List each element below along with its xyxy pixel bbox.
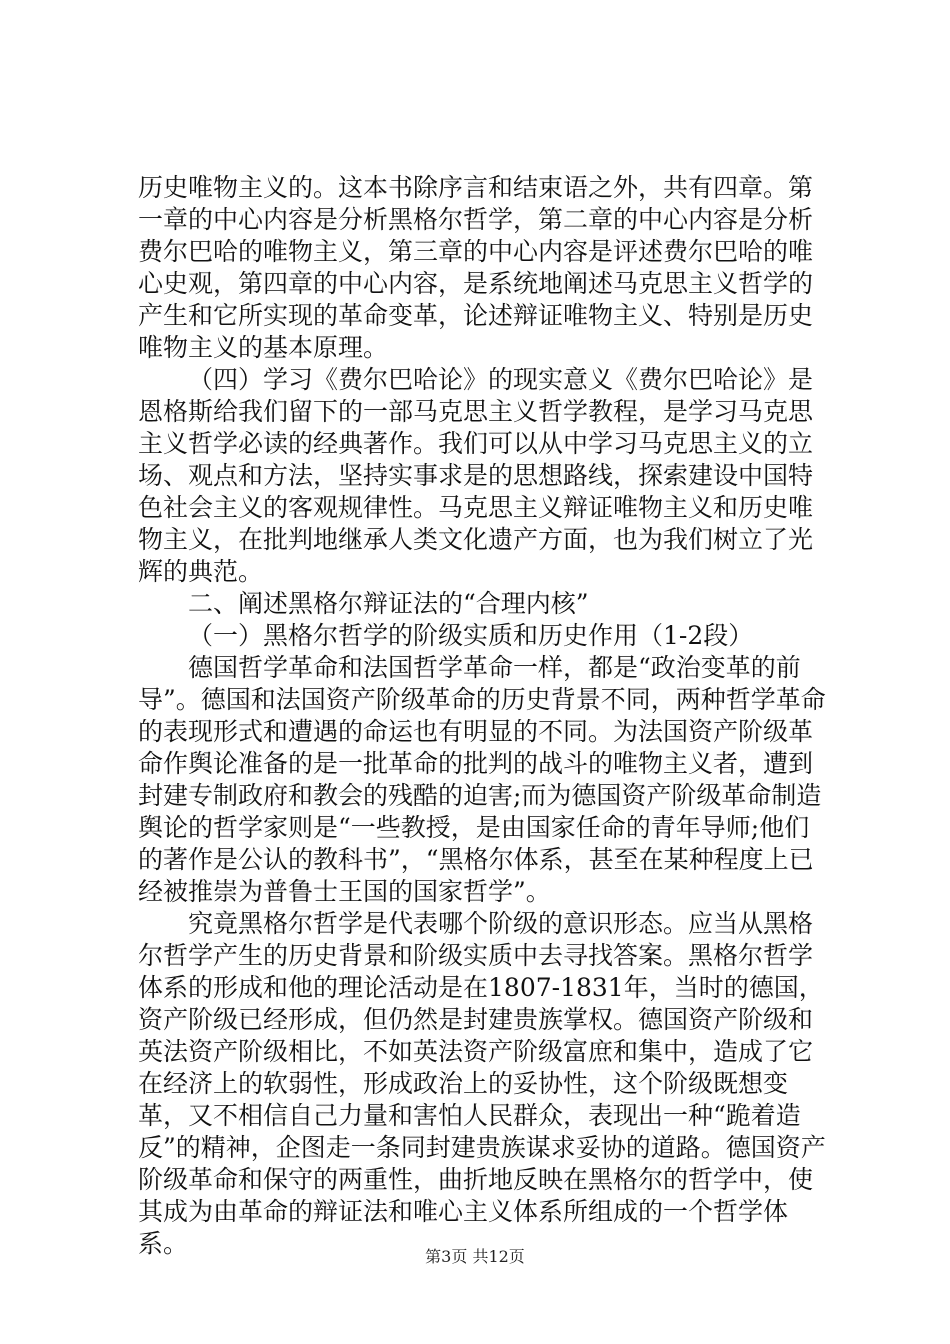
- paragraph-class-essence: 究竟黑格尔哲学是代表哪个阶级的意识形态。应当从黑格尔哲学产生的历史背景和阶级实质中去寻找答案。黑格尔哲学体系的形成和他的理论活动是在1807-1831年，当时的德国，资产阶级已经形成，但仍然是封建贵族掌权。德国资产阶级和英法资产阶级相比，不如英法资产阶级富庶和集中，造成了它在经济上的软弱性，形成政治上的妥协性，这个阶级既想变革，又不相信自己力量和害怕人民群众，表现出一种“跪着造反”的精神，企图走一条同封建贵族谋求妥协的道路。德国资产阶级革命和保守的两重性，曲折地反映在黑格尔的哲学中，使其成为由革命的辩证法和唯心主义体系所组成的一个哲学体系。: [138, 909, 826, 1258]
- document-body: [138, 172, 828, 1260]
- paragraph-practical-significance: （四）学习《费尔巴哈论》的现实意义《费尔巴哈论》是恩格斯给我们留下的一部马克思主义哲学教程，是学习马克思主义哲学必读的经典著作。我们可以从中学习马克思主义的立场、观点和方法，坚持实事求是的思想路线，探索建设中国特色社会主义的客观规律性。马克思主义辩证唯物主义和历史唯物主义，在批判地继承人类文化遗产方面，也为我们树立了光辉的典范。: [138, 365, 814, 586]
- page-number-footer: 第3页 共12页: [425, 1247, 525, 1266]
- section-heading: 二、阐述黑格尔辩证法的“合理内核”: [188, 589, 589, 618]
- paragraph-philosophical-revolution: 德国哲学革命和法国哲学革命一样，都是“政治变革的前导”。德国和法国资产阶级革命的历史背景不同，两种哲学革命的表现形式和遭遇的命运也有明显的不同。为法国资产阶级革命作舆论准备的是一批革命的批判的战斗的唯物主义者，遭到封建专制政府和教会的残酷的迫害;而为德国资产阶级革命制造舆论的哲学家则是“一些教授，是由国家任命的青年导师;他们的著作是公认的教科书”，“黑格尔体系，甚至在某种程度上已经被推崇为普鲁士王国的国家哲学”。: [138, 653, 826, 906]
- subsection-heading: （一）黑格尔哲学的阶级实质和历史作用（1-2段）: [188, 621, 754, 650]
- paragraph-continuation: 历史唯物主义的。这本书除序言和结束语之外，共有四章。第一章的中心内容是分析黑格尔哲学，第二章的中心内容是分析费尔巴哈的唯物主义，第三章的中心内容是评述费尔巴哈的唯心史观，第四章的中心内容，是系统地阐述马克思主义哲学的产生和它所实现的革命变革，论述辩证唯物主义、特别是历史唯物主义的基本原理。: [138, 173, 814, 362]
